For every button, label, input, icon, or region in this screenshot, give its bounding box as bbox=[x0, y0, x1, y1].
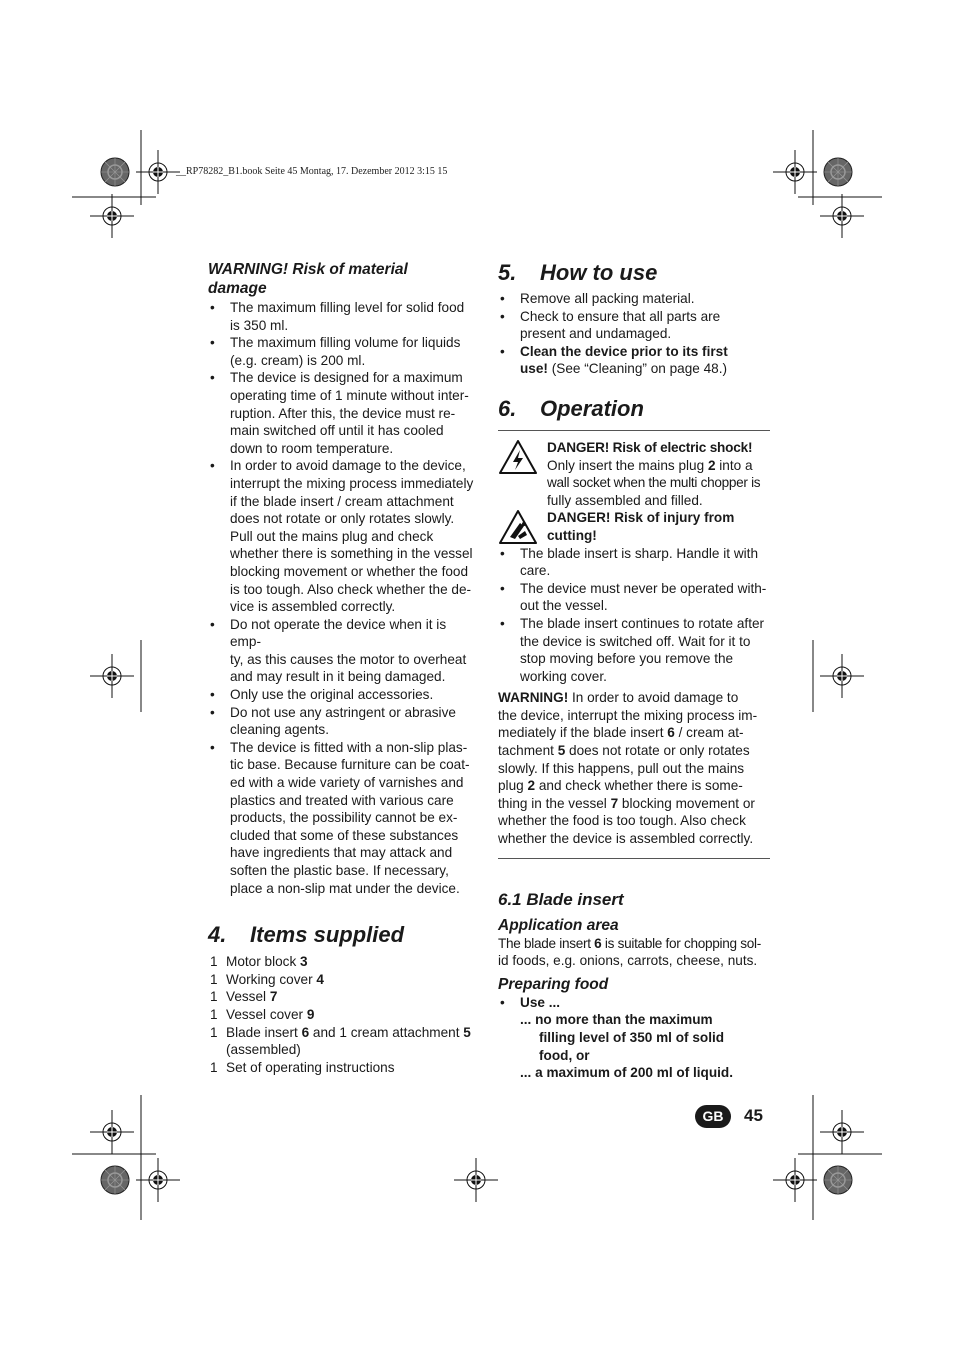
list-item: 1 Working cover 4 bbox=[210, 971, 324, 987]
preparing-food-list bbox=[498, 994, 770, 1012]
list-item: • Clean the device prior to its first use! (See “Cleaning” on page 48.) bbox=[498, 343, 770, 378]
danger-electric-shock: DANGER! Risk of electric shock! Only insert the mains plug 2 into a wall socket when the multi chopper is fully assembled and filled. bbox=[498, 439, 770, 509]
warning-material-title: WARNING! Risk of material damage bbox=[208, 261, 408, 297]
list-item: • Use ... bbox=[498, 994, 770, 1012]
items-supplied-list bbox=[208, 953, 480, 1076]
list-item: • The maximum filling level for solid food is 350 ml. bbox=[208, 299, 480, 334]
rosette-bottom-right bbox=[824, 1166, 852, 1194]
operation-safety-box bbox=[498, 430, 770, 859]
application-area-heading: Application area bbox=[498, 916, 619, 934]
list-item: • The blade insert continues to rotate after the device is switched off. Wait for it to stop moving before you remove the working cover. bbox=[498, 615, 770, 685]
danger-cutting: DANGER! Risk of injury from cutting! bbox=[498, 509, 770, 544]
left-column bbox=[208, 260, 480, 1076]
rosette-bottom-left bbox=[101, 1166, 129, 1194]
operation-heading: 6. Operation bbox=[498, 395, 644, 421]
electric-shock-warning-icon bbox=[498, 439, 538, 475]
preparing-food-heading: Preparing food bbox=[498, 975, 609, 993]
operation-warning-paragraph: WARNING! In order to avoid damage to the device, interrupt the mixing process im- mediately if the blade insert 6 / cream at- tachment 5 does not rotate or only rotates slowly. If this happens, pull out the mains plug 2 and check whether there is some- thing in the vessel 7 blocking movement or whether the food is too tough. Also check whether the device is assembled correctly. bbox=[498, 690, 758, 847]
list-item: 1 Set of operating instructions bbox=[210, 1059, 395, 1075]
list-item: • The blade insert is sharp. Handle it with care. bbox=[498, 545, 770, 580]
cutting-warning-icon bbox=[498, 509, 538, 545]
warning-material-list bbox=[208, 299, 480, 897]
blade-insert-heading: 6.1 Blade insert bbox=[498, 889, 624, 909]
how-to-use-heading: 5. How to use bbox=[498, 260, 658, 285]
country-badge: GB bbox=[695, 1105, 731, 1128]
rosette-top-left bbox=[101, 158, 129, 186]
how-to-use-list bbox=[498, 290, 770, 378]
list-item: • The device is fitted with a non-slip plas- tic base. Because furniture can be coat- ed with a wide variety of varnishes and plastics and treated with various care products, the possibility cannot be ex- cluded that some of these substances have ingredients that may attack and soften the plastic base. If necessary, place a non-slip mat under the device. bbox=[208, 739, 480, 897]
list-item: • Only use the original accessories. bbox=[208, 686, 480, 704]
page-number: 45 bbox=[744, 1106, 763, 1125]
right-column: 5. How to use • Remove all packing material. • Check to ensure that all parts are present and undamaged. • Clean the device prior to its first use! (See “Cleaning” on page 48.) 6. Operation DANGER! Risk of electric shock! Only insert the mains plug 2 into a wall socket when the multi chopper is fully assembled and filled. DANGER! Risk of injury from cutting! • The blade insert is sharp. Handle it with care. • The device must never be operated with- out the vessel. • The blade insert continues to rotate after the device is switched off. Wait for it to stop moving before you remove the working cover. WARNING! In order to avoid damage to the device, interrupt the mixing process im- mediately if the blade insert 6 / cream at- tachment 5 does not rotate or only rotates slowly. If this happens, pull out the mains plug 2 and check whether there is some- thing in the vessel 7 blocking movement or whether the food is too tough. Also check whether the device is assembled correctly. 6.1 Blade insert Application area The blade insert 6 is suitable for chopping sol- id foods, e.g. onions, carrots, cheese, nuts. Preparing food • Use ... ... no more than the maximum filling level of 350 ml of solid food, or ... a maximum of 200 ml of liquid. bbox=[498, 260, 770, 1082]
operation-safety-list bbox=[498, 545, 770, 686]
list-item: • In order to avoid damage to the device, interrupt the mixing process immediately if the blade insert / cream attachment does not rotate or only rotates slowly. Pull out the mains plug and check whether there is something in the vessel blocking movement or whether the food is too tough. Also check whether the de- vice is assembled correctly. bbox=[208, 457, 480, 615]
list-item: • The device is designed for a maximum operating time of 1 minute without inter- ruption. After this, the device must re- main switched off until it has cooled down to room temperature. bbox=[208, 369, 480, 457]
list-item: • Check to ensure that all parts are present and undamaged. bbox=[498, 308, 770, 343]
book-header-line: __RP78282_B1.book Seite 45 Montag, 17. Dezember 2012 3:15 15 bbox=[176, 166, 448, 177]
items-supplied-heading: 4. Items supplied bbox=[208, 922, 405, 948]
list-item: • The device must never be operated with- out the vessel. bbox=[498, 580, 770, 615]
list-item: 1 Blade insert 6 and 1 cream attachment 5 (assembled) bbox=[210, 1024, 471, 1058]
rosette-top-right bbox=[824, 158, 852, 186]
list-item: • Do not use any astringent or abrasive cleaning agents. bbox=[208, 704, 480, 739]
list-item: • The maximum filling volume for liquids (e.g. cream) is 200 ml. bbox=[208, 334, 480, 369]
list-item: • Remove all packing material. bbox=[498, 290, 770, 308]
list-item: 1 Vessel cover 9 bbox=[210, 1006, 315, 1022]
list-item: • Do not operate the device when it is emp- ty, as this causes the motor to overheat and may result in it being damaged. bbox=[208, 616, 480, 686]
list-item: 1 Motor block 3 bbox=[210, 954, 308, 970]
list-item: 1 Vessel 7 bbox=[210, 989, 278, 1005]
